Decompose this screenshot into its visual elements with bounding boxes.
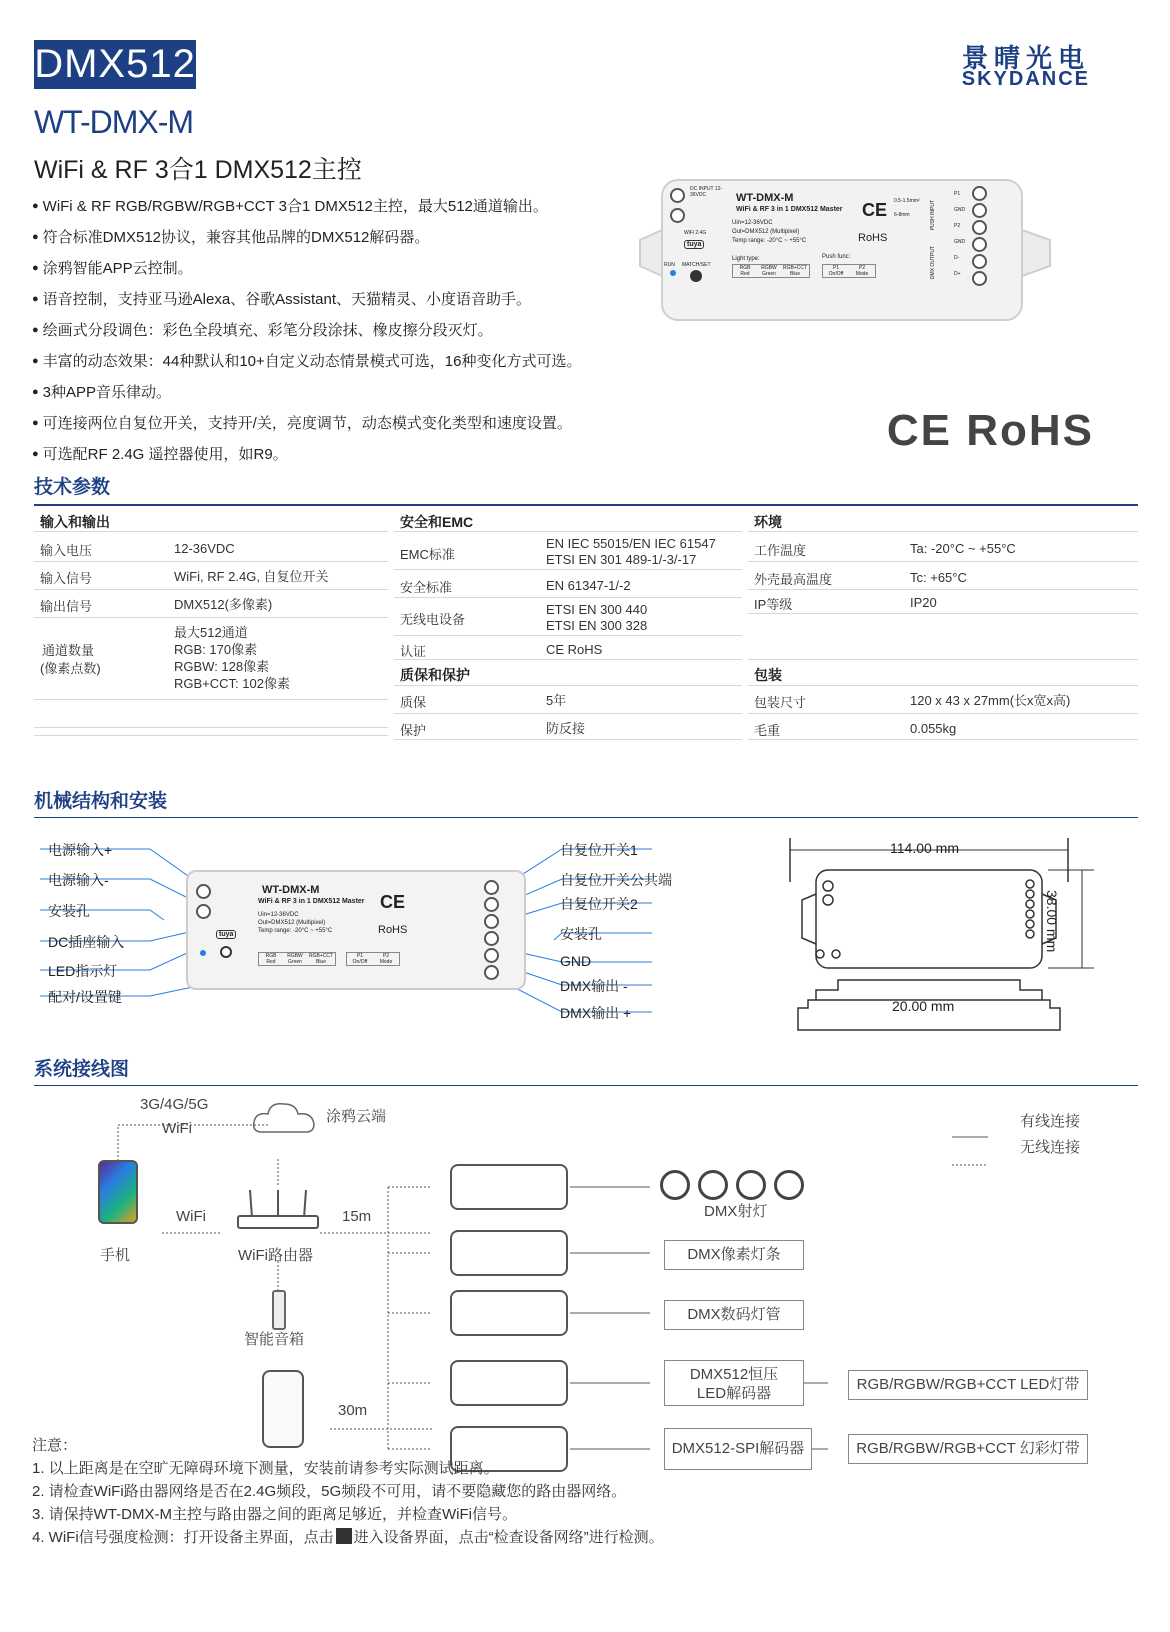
spec-value: CE RoHS bbox=[546, 642, 603, 657]
terminal-gnd bbox=[484, 931, 499, 946]
spec-value: 5年 bbox=[546, 693, 567, 708]
device-out: Out=DMX512 (Multipixel) bbox=[258, 920, 326, 926]
device-dmx-output-label: DMX OUTPUT bbox=[930, 246, 936, 280]
light-sub: Blue bbox=[315, 959, 326, 965]
spec-row bbox=[748, 686, 1138, 714]
controller-unit bbox=[450, 1360, 568, 1406]
feature-item: ● 丰富的动态效果：44种默认和10+自定义动态情景模式可选，16种变化方式可选。 bbox=[32, 347, 652, 378]
spec-key: (像素点数) bbox=[40, 661, 101, 676]
terminal-d-minus bbox=[484, 948, 499, 963]
callout-match-key: 配对/设置键 bbox=[48, 989, 122, 1005]
callout-mount-hole: 安装孔 bbox=[48, 903, 90, 919]
light-sub: Red bbox=[740, 271, 750, 277]
spec-key: 输出信号 bbox=[40, 599, 93, 614]
note-item: 2. 请检查WiFi路由器网络是否在2.4G频段，5G频段不可用，请不要隐藏您的路由器网络。 bbox=[32, 1483, 627, 1500]
device-temp: Temp range: -20°C ~ +55°C bbox=[732, 238, 807, 244]
device-temp: Temp range: -20°C ~ +55°C bbox=[258, 928, 333, 934]
spec-row-empty bbox=[34, 700, 388, 728]
terminal-p1 bbox=[972, 186, 987, 201]
push-col: P2 bbox=[382, 953, 390, 959]
wiring-title: 系统接线图 bbox=[34, 1059, 130, 1080]
term-label: GND bbox=[954, 239, 966, 245]
edit-icon bbox=[336, 1528, 352, 1544]
device-wire-spec: 0.5-1.5mm² bbox=[894, 198, 920, 204]
callout-gnd: GND bbox=[560, 953, 592, 969]
spec-value: 12-36VDC bbox=[174, 541, 235, 556]
product-model: WT-DMX-M bbox=[34, 104, 194, 140]
spec-head-warranty bbox=[394, 660, 742, 686]
spec-row-empty bbox=[748, 614, 1138, 660]
terminal-gnd bbox=[972, 203, 987, 218]
notes bbox=[32, 1434, 664, 1549]
spec-row bbox=[394, 570, 742, 598]
spec-row-channels bbox=[34, 618, 388, 700]
category-badge: DMX512 bbox=[34, 40, 196, 89]
spec-value: DMX512(多像素) bbox=[174, 597, 273, 612]
light-sub: Red bbox=[266, 959, 276, 965]
spec-col-io bbox=[34, 508, 388, 738]
spec-head-env bbox=[748, 508, 1138, 532]
feature-item: ● 可选配RF 2.4G 遥控器使用，如R9。 bbox=[32, 440, 652, 471]
term-label: P1 bbox=[954, 191, 961, 197]
light-col: RGB+CCT bbox=[308, 953, 334, 959]
callout-led: LED指示灯 bbox=[48, 963, 118, 979]
terminal-v-minus bbox=[670, 208, 685, 223]
spec-key: 输入信号 bbox=[40, 571, 93, 586]
spec-row bbox=[394, 714, 742, 740]
push-sub: Mode bbox=[379, 959, 393, 965]
section-divider bbox=[34, 1085, 1138, 1086]
led-strip-box: RGB/RGBW/RGB+CCT LED灯带 bbox=[848, 1370, 1088, 1400]
cv-decoder-box bbox=[664, 1360, 804, 1406]
spec-head-label: 环境 bbox=[754, 514, 782, 530]
note-item-4a: 4. WiFi信号强度检测：打开设备主界面，点击 bbox=[32, 1529, 334, 1546]
product-photo bbox=[640, 178, 1052, 324]
router-icon bbox=[236, 1190, 320, 1230]
spec-key: IP等级 bbox=[754, 597, 793, 612]
push-col: P1 bbox=[356, 953, 364, 959]
spec-value: IP20 bbox=[910, 595, 937, 610]
term-label: D+ bbox=[954, 271, 961, 277]
spec-value: ETSI EN 300 328 bbox=[546, 618, 648, 633]
terminal-p2 bbox=[972, 220, 987, 235]
tuya-badge: tuya bbox=[684, 240, 704, 249]
spec-head-label: 质保和保护 bbox=[400, 667, 470, 683]
spec-row bbox=[748, 714, 1138, 740]
term-label: GND bbox=[954, 207, 966, 213]
spec-value: RGB: 170像素 bbox=[174, 642, 258, 657]
spec-row bbox=[748, 562, 1138, 590]
section-divider bbox=[34, 817, 1138, 818]
section-divider bbox=[34, 504, 1138, 506]
callout-switch-1: 自复位开关1 bbox=[560, 842, 638, 858]
push-sub: On/Off bbox=[352, 959, 368, 965]
pixel-strip-box: DMX像素灯条 bbox=[664, 1240, 804, 1270]
spotlight-icon bbox=[774, 1170, 804, 1200]
spec-value: 120 x 43 x 27mm(长x宽x高) bbox=[910, 693, 1071, 708]
spec-head-label: 安全和EMC bbox=[400, 514, 474, 530]
spotlight-label: DMX射灯 bbox=[704, 1203, 768, 1220]
device-push-input-label: PUSH INPUT bbox=[930, 200, 936, 231]
device-light-table bbox=[258, 952, 336, 966]
push-col: P2 bbox=[858, 265, 866, 271]
spec-value: 0.055kg bbox=[910, 721, 957, 736]
device-push-table bbox=[822, 264, 876, 278]
spec-row bbox=[34, 562, 388, 590]
product-shell-outline bbox=[640, 178, 1052, 324]
device-push-func: Push func: bbox=[822, 254, 851, 260]
callout-dmx-plus: DMX输出 + bbox=[560, 1005, 632, 1021]
distance-15m: 15m bbox=[342, 1208, 372, 1225]
light-col: RGB+CCT bbox=[782, 265, 808, 271]
spec-row bbox=[394, 636, 742, 660]
spec-value: RGB+CCT: 102像素 bbox=[174, 676, 290, 691]
certification-marks: CE RoHS bbox=[886, 406, 1094, 455]
distance-30m: 30m bbox=[338, 1402, 368, 1419]
phone-label: 手机 bbox=[100, 1247, 131, 1264]
device-dc-input: DC INPUT 12-36VDC bbox=[690, 186, 723, 198]
callout-power-minus: 电源输入- bbox=[48, 872, 109, 888]
spec-key: 工作温度 bbox=[754, 543, 807, 558]
spec-row bbox=[748, 590, 1138, 614]
spec-head-safety bbox=[394, 508, 742, 532]
wifi-mid-label: WiFi bbox=[176, 1208, 206, 1225]
spec-head-label: 输入和输出 bbox=[40, 514, 110, 530]
dim-width-label: 114.00 mm bbox=[890, 840, 959, 856]
device-out: Out=DMX512 (Multipixel) bbox=[732, 229, 800, 235]
note-item-4b: 进入设备界面，点击“检查设备网络”进行检测。 bbox=[353, 1529, 664, 1546]
cloud-label: 涂鸦云端 bbox=[326, 1108, 387, 1125]
spec-value: ETSI EN 300 440 bbox=[546, 602, 648, 617]
controller-unit bbox=[450, 1230, 568, 1276]
spec-key: 保护 bbox=[400, 723, 427, 738]
brand-logo-en: SKYDANCE bbox=[961, 68, 1090, 90]
device-title: WT-DMX-M bbox=[736, 192, 794, 204]
light-col: RGB bbox=[265, 953, 277, 959]
device-uin: Uin=12-36VDC bbox=[732, 220, 773, 226]
cv-decoder-line2: LED解码器 bbox=[696, 1385, 772, 1402]
terminal-v-minus bbox=[196, 904, 211, 919]
brand-logo-cn: 景晴光电 bbox=[961, 43, 1090, 73]
light-sub: Green bbox=[288, 959, 302, 965]
spec-key: 包装尺寸 bbox=[754, 695, 807, 710]
callout-dc-jack: DC插座输入 bbox=[48, 934, 125, 950]
legend-wired: 有线连接 bbox=[1020, 1113, 1081, 1130]
spec-value: Tc: +65°C bbox=[910, 570, 967, 585]
spec-row bbox=[34, 532, 388, 562]
device-subtitle: WiFi & RF 3 in 1 DMX512 Master bbox=[258, 898, 365, 905]
spec-key: 毛重 bbox=[754, 723, 781, 738]
term-label: D- bbox=[954, 255, 960, 261]
specs-title: 技术参数 bbox=[34, 477, 111, 498]
wiring-lines bbox=[40, 1095, 1140, 1475]
spec-head-io bbox=[34, 508, 388, 532]
feature-list bbox=[32, 192, 652, 471]
spec-row bbox=[394, 686, 742, 714]
device-ce-mark: CE bbox=[380, 892, 406, 912]
router-label: WiFi路由器 bbox=[238, 1247, 313, 1264]
note-item: 1. 以上距离是在空旷无障碍环境下测量，安装前请参考实际测试距离。 bbox=[32, 1460, 499, 1477]
callout-mount-hole-right: 安装孔 bbox=[560, 926, 602, 942]
spec-key: 外壳最高温度 bbox=[754, 572, 833, 587]
device-subtitle: WiFi & RF 3 in 1 DMX512 Master bbox=[736, 206, 843, 213]
spec-head-package bbox=[748, 660, 1138, 686]
spec-key: EMC标准 bbox=[400, 547, 455, 562]
terminal-gnd bbox=[484, 897, 499, 912]
callout-dmx-minus: DMX输出 - bbox=[560, 978, 628, 994]
controller-unit bbox=[450, 1164, 568, 1210]
light-sub: Blue bbox=[789, 271, 800, 277]
spec-value: RGBW: 128像素 bbox=[174, 659, 270, 674]
device-match-label: MATCH/SET bbox=[682, 262, 711, 268]
mechanical-title: 机械结构和安装 bbox=[34, 791, 168, 812]
note-item-4 bbox=[32, 1526, 664, 1549]
device-light-table bbox=[732, 264, 810, 278]
match-set-button bbox=[220, 946, 232, 958]
device-strip-spec: 6-8mm bbox=[894, 212, 910, 218]
spec-value: 最大512通道 bbox=[174, 625, 248, 640]
spec-row bbox=[394, 532, 742, 570]
spec-key: 无线电设备 bbox=[400, 612, 466, 627]
spec-value: EN 61347-1/-2 bbox=[546, 578, 631, 593]
spotlight-icon bbox=[736, 1170, 766, 1200]
note-item: 3. 请保持WT-DMX-M主控与路由器之间的距离足够近，并检查WiFi信号。 bbox=[32, 1506, 517, 1523]
spec-value: 防反接 bbox=[546, 721, 586, 736]
spec-row bbox=[748, 532, 1138, 562]
spotlight-icon bbox=[660, 1170, 690, 1200]
push-sub: Mode bbox=[855, 271, 869, 277]
dim-height-label: 38.00 mm bbox=[1044, 890, 1060, 953]
digital-tube-box: DMX数码灯管 bbox=[664, 1300, 804, 1330]
light-sub: Green bbox=[762, 271, 776, 277]
magic-strip-box: RGB/RGBW/RGB+CCT 幻彩灯带 bbox=[848, 1434, 1088, 1464]
spec-key: 输入电压 bbox=[40, 543, 93, 558]
feature-item: ● 可连接两位自复位开关，支持开/关，亮度调节，动态模式变化类型和速度设置。 bbox=[32, 409, 652, 440]
feature-item: ● 符合标准DMX512协议，兼容其他品牌的DMX512解码器。 bbox=[32, 223, 652, 254]
device-rohs-mark: RoHS bbox=[858, 232, 888, 244]
cv-decoder-line1: DMX512恒压 bbox=[689, 1366, 779, 1383]
device-run-label: RUN bbox=[664, 262, 675, 268]
device-wifi-label: WiFi 2.4G bbox=[684, 230, 707, 236]
notes-head: 注意： bbox=[32, 1437, 78, 1454]
phone-icon bbox=[98, 1160, 138, 1224]
spec-value: Ta: -20°C ~ +55°C bbox=[910, 541, 1016, 556]
spec-head-label: 包装 bbox=[754, 667, 782, 683]
terminal-v-plus bbox=[670, 188, 685, 203]
callout-power-plus: 电源输入+ bbox=[48, 842, 113, 858]
device-title: WT-DMX-M bbox=[262, 884, 320, 896]
spec-row bbox=[394, 598, 742, 636]
spec-key: 安全标准 bbox=[400, 580, 453, 595]
callout-switch-common: 自复位开关公共端 bbox=[560, 872, 672, 888]
device-light-type: Light type: bbox=[732, 256, 760, 262]
spotlight-icon bbox=[698, 1170, 728, 1200]
product-subtitle: WiFi & RF 3合1 DMX512主控 bbox=[34, 156, 362, 184]
spec-key: 质保 bbox=[400, 695, 427, 710]
spec-key: 认证 bbox=[400, 644, 427, 659]
feature-item: ● 绘画式分段调色：彩色全段填充、彩笔分段涂抹、橡皮擦分段灭灯。 bbox=[32, 316, 652, 347]
wifi-top-label: WiFi bbox=[162, 1120, 192, 1137]
device-ce-mark: CE bbox=[862, 200, 888, 220]
spec-value: EN IEC 55015/EN IEC 61547 bbox=[546, 536, 716, 551]
feature-item: ● 涂鸦智能APP云控制。 bbox=[32, 254, 652, 285]
light-col: RGBW bbox=[761, 265, 777, 271]
feature-item: ● 3种APP音乐律动。 bbox=[32, 378, 652, 409]
mechanical-device bbox=[186, 870, 526, 990]
speaker-label: 智能音箱 bbox=[244, 1331, 305, 1348]
callout-switch-2: 自复位开关2 bbox=[560, 896, 638, 912]
terminal-v-plus bbox=[196, 884, 211, 899]
device-uin: Uin=12-36VDC bbox=[258, 912, 299, 918]
led-indicator-icon bbox=[200, 950, 206, 956]
spec-row-empty bbox=[34, 728, 388, 736]
spec-col-env bbox=[748, 508, 1138, 738]
spec-col-safety bbox=[394, 508, 742, 738]
network-label: 3G/4G/5G bbox=[140, 1096, 209, 1113]
terminal-d-plus bbox=[484, 965, 499, 980]
terminal-gnd bbox=[972, 237, 987, 252]
device-rohs-mark: RoHS bbox=[378, 924, 408, 936]
controller-unit bbox=[450, 1290, 568, 1336]
device-terminal-labels bbox=[954, 186, 966, 282]
speaker-icon bbox=[272, 1290, 286, 1330]
terminal-p2 bbox=[484, 914, 499, 929]
terminal-p1 bbox=[484, 880, 499, 895]
spec-value: ETSI EN 301 489-1/-3/-17 bbox=[546, 552, 697, 567]
led-indicator-icon bbox=[670, 270, 676, 276]
spec-row bbox=[34, 590, 388, 618]
feature-item: ● 语音控制，支持亚马逊Alexa、谷歌Assistant、天猫精灵、小度语音助手。 bbox=[32, 285, 652, 316]
dim-depth-label: 20.00 mm bbox=[892, 998, 955, 1014]
term-label: P2 bbox=[954, 223, 961, 229]
match-set-button bbox=[690, 270, 702, 282]
push-sub: On/Off bbox=[828, 271, 844, 277]
feature-item: ● WiFi & RF RGB/RGBW/RGB+CCT 3合1 DMX512主控，最大512通道输出。 bbox=[32, 192, 652, 223]
terminal-d-minus bbox=[972, 254, 987, 269]
cloud-icon bbox=[252, 1100, 316, 1136]
light-col: RGBW bbox=[287, 953, 303, 959]
legend-wireless: 无线连接 bbox=[1020, 1139, 1081, 1156]
light-col: RGB bbox=[739, 265, 751, 271]
spec-value: WiFi, RF 2.4G, 自复位开关 bbox=[174, 569, 329, 584]
push-col: P1 bbox=[832, 265, 840, 271]
spec-key: 通道数量 bbox=[42, 643, 95, 658]
terminal-d-plus bbox=[972, 271, 987, 286]
spi-decoder-box: DMX512-SPI解码器 bbox=[664, 1428, 812, 1470]
tuya-badge: tuya bbox=[216, 930, 236, 939]
device-push-table bbox=[346, 952, 400, 966]
